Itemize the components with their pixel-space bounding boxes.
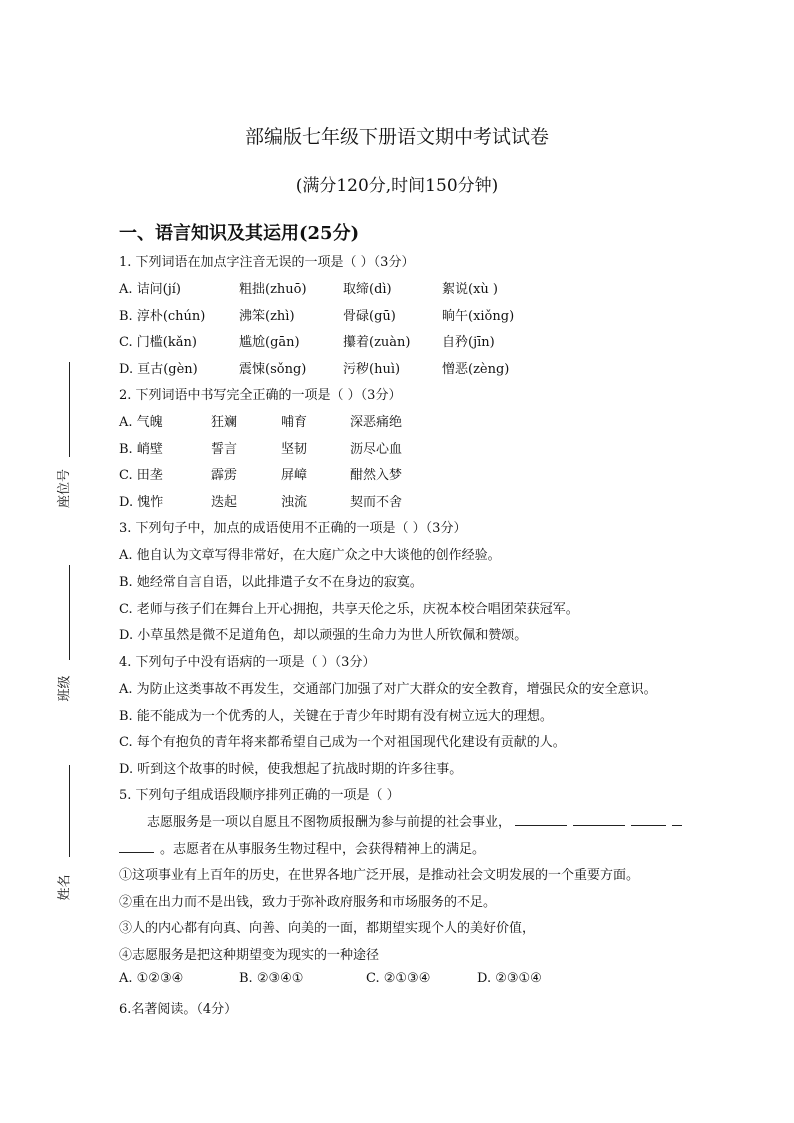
- q2-c-1: C. 田垄: [119, 468, 163, 483]
- q5-paragraph-line1: [147, 811, 688, 830]
- class-line: [69, 565, 70, 660]
- q1-d-1: D. 亘古(gèn): [119, 362, 198, 377]
- q1-b-1: B. 淳朴(chún): [119, 309, 206, 324]
- page-title: 部编版七年级下册语文期中考试试卷: [244, 126, 549, 148]
- q1-c-4: 自矜(jīn): [442, 335, 495, 350]
- q5-choice-d: D. ②③①④: [477, 971, 542, 986]
- q5-paragraph-line2: [119, 838, 485, 857]
- q3-stem: 3. 下列句子中，加点的成语使用不正确的一项是（ ）（3分）: [119, 521, 467, 536]
- q5-sentence-1: ①这项事业有上百年的历史，在世界各地广泛开展，是推动社会文明发展的一个重要方面。: [119, 868, 640, 883]
- q2-d-2: 迭起: [211, 495, 238, 510]
- q2-c-4: 酣然入梦: [350, 468, 403, 483]
- q5-para1-text: 志愿服务是一项以自愿且不图物质报酬为参与前提的社会事业，: [147, 815, 512, 830]
- q3-option-a: A. 他自认为文章写得非常好，在大庭广众之中大谈他的创作经验。: [119, 548, 501, 563]
- q2-b-2: 誓言: [211, 442, 238, 457]
- q4-option-d: D. 听到这个故事的时候，使我想起了抗战时期的许多往事。: [119, 762, 463, 777]
- q2-c-2: 霹雳: [211, 468, 238, 483]
- name-label: 姓名: [57, 874, 73, 901]
- q4-stem: 4. 下列句子中没有语病的一项是（ ）（3分）: [119, 655, 376, 670]
- q1-a-4: 絮说(xù ): [442, 282, 498, 297]
- q4-option-c: C. 每个有抱负的青年将来都希望自己成为一个对祖国现代化建设有贡献的人。: [119, 735, 566, 750]
- q1-c-2: 尴尬(gān): [239, 335, 300, 350]
- q1-a-1: A. 诘问(jí): [119, 282, 181, 297]
- q4-option-b: B. 能不能成为一个优秀的人，关键在于青少年时期有没有树立远大的理想。: [119, 709, 553, 724]
- q2-b-4: 沥尽心血: [350, 442, 403, 457]
- q1-d-4: 憎恶(zèng): [442, 362, 510, 377]
- q3-option-d: D. 小草虽然是微不足道角色，却以顽强的生命力为世人所钦佩和赞颂。: [119, 628, 528, 643]
- q3-option-b: B. 她经常自言自语，以此排遣子女不在身边的寂寞。: [119, 575, 423, 590]
- q6-stem: 6.名著阅读。（4分）: [119, 1002, 238, 1017]
- q1-stem: 1. 下列词语在加点字注音无误的一项是（ ）（3分）: [119, 255, 415, 270]
- q2-a-1: A. 气魄: [119, 415, 163, 430]
- q5-sentence-4: ④志愿服务是把这种期望变为现实的一种途径: [119, 948, 380, 963]
- q2-b-1: B. 峭壁: [119, 442, 163, 457]
- section-heading: 一、语言知识及其运用(25分): [119, 223, 360, 244]
- q5-sentence-2: ②重在出力而不是出钱，致力于弥补政府服务和市场服务的不足。: [119, 895, 497, 910]
- q1-b-2: 沸笨(zhì): [239, 309, 295, 324]
- q2-a-3: 哺育: [281, 415, 308, 430]
- answer-blank[interactable]: [573, 815, 625, 826]
- q5-choice-a: A. ①②③④: [119, 971, 184, 986]
- q5-sentence-3: ③人的内心都有向真、向善、向美的一面，都期望实现个人的美好价值，: [119, 921, 536, 936]
- class-label: 班级: [57, 675, 73, 702]
- q5-choice-b: B. ②③④①: [239, 971, 304, 986]
- q2-d-1: D. 愧怍: [119, 495, 164, 510]
- q1-d-2: 震悚(sǒng): [239, 362, 307, 377]
- seat-line: [69, 362, 70, 457]
- q1-b-4: 晌午(xiǒng): [442, 309, 515, 324]
- q2-a-4: 深恶痛绝: [350, 415, 403, 430]
- q2-d-4: 契而不舍: [350, 495, 403, 510]
- seat-label: 座位号: [57, 468, 73, 509]
- q1-a-3: 取缔(dì): [343, 282, 392, 297]
- q1-a-2: 粗拙(zhuō): [239, 282, 307, 297]
- q5-choice-c: C. ②①③④: [366, 971, 431, 986]
- q2-b-3: 坚韧: [281, 442, 308, 457]
- answer-blank[interactable]: [119, 842, 154, 853]
- q3-option-c: C. 老师与孩子们在舞台上开心拥抱，共享天伦之乐，庆祝本校合唱团荣获冠军。: [119, 602, 579, 617]
- answer-blank[interactable]: [672, 815, 682, 826]
- q2-stem: 2. 下列词语中书写完全正确的一项是（ ）（3分）: [119, 388, 402, 403]
- q1-c-3: 攥着(zuàn): [343, 335, 411, 350]
- q2-c-3: 屏嶂: [281, 468, 308, 483]
- q2-d-3: 浊流: [281, 495, 308, 510]
- q1-b-3: 骨碌(gū): [343, 309, 396, 324]
- page-subtitle: (满分120分,时间150分钟): [295, 176, 499, 196]
- name-line: [69, 765, 70, 857]
- q5-para2-text: 。志愿者在从事服务生物过程中，会获得精神上的满足。: [160, 842, 486, 857]
- q5-stem: 5. 下列句子组成语段顺序排列正确的一项是（ ）: [119, 788, 400, 803]
- q2-a-2: 狂斓: [211, 415, 238, 430]
- q1-d-3: 污秽(huì): [343, 362, 401, 377]
- q1-c-1: C. 门槛(kǎn): [119, 335, 197, 350]
- answer-blank[interactable]: [515, 815, 567, 826]
- answer-blank[interactable]: [631, 815, 666, 826]
- q4-option-a: A. 为防止这类事故不再发生，交通部门加强了对广大群众的安全教育，增强民众的安全意识。: [119, 682, 657, 697]
